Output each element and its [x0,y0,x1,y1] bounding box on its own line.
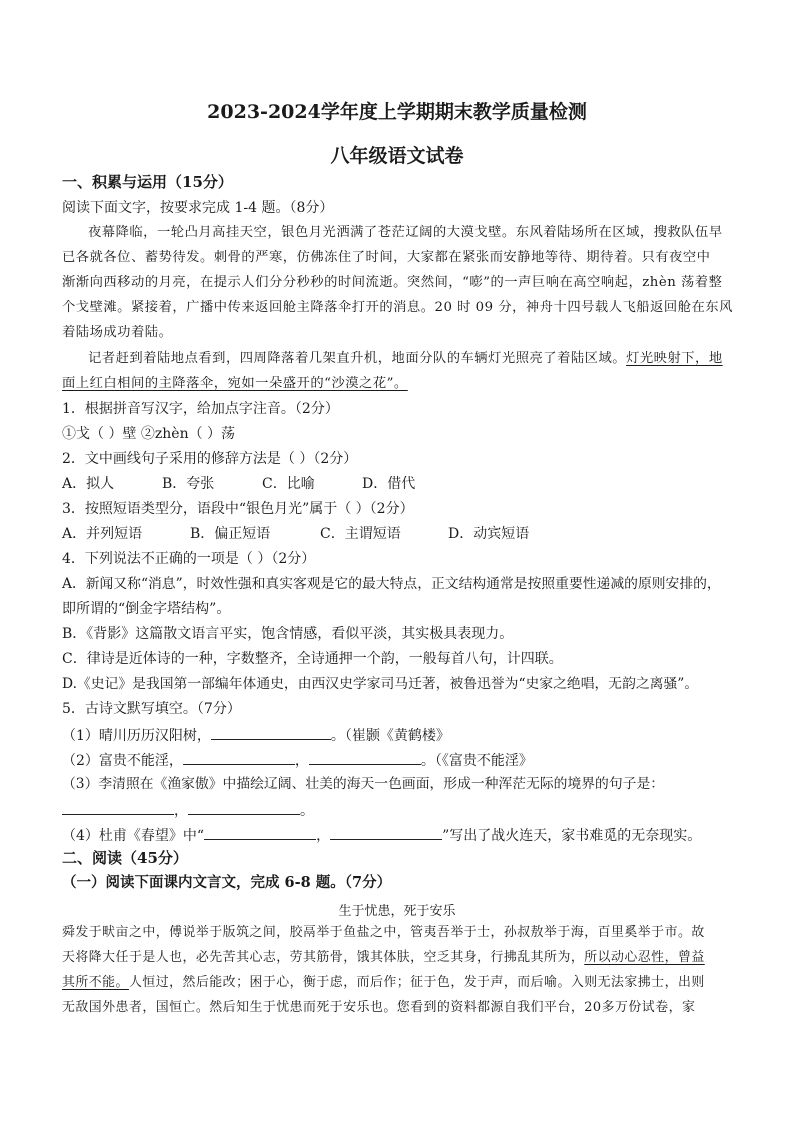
passage-line-3: 渐渐向西移动的月亮，在提示人们分分秒秒的时间流逝。突然间，“嘭”的一声巨响在高空响起，zhèn 荡着整 [62,275,723,290]
question-4-option-b: B．《背影》这篇散文语言平实，饱含情感，看似平淡，其实极具表现力。 [62,626,514,642]
question-5-item-2 [62,750,533,770]
q3-option-a: A．并列短语 [62,526,143,542]
section1-instruction: 阅读下面文字，按要求完成 1-4 题。（8分） [62,200,334,216]
q5-2-prompt: （2）富贵不能淫， [62,753,183,769]
question-2-options [62,475,415,493]
q2-option-b: B．夸张 [162,476,215,492]
question-5-item-1 [62,725,450,745]
q5-3-period: 。 [300,803,314,819]
section2-sub1: （一）阅读下面课内文言文，完成 6-8 题。（7分） [62,874,392,891]
classical-line-4: 无敌国外患者，国恒亡。然后知生于忧患而死于安乐也。您看到的资料都源自我们平台，20多万份试卷，家 [62,1000,696,1015]
classical-line-3-text: 人恒过，然后能改；困于心，衡于虑，而后作；征于色，发于声，而后喻。入则无法家拂士，出则 [128,975,705,990]
passage-line-1: 夜幕降临，一轮凸月高挂天空，银色月光洒满了苍茫辽阔的大漠戈壁。东风着陆场所在区域，搜救队伍早 [88,225,723,240]
question-5-item-4 [62,825,701,845]
question-1-items: ①戈（ ）壁 ②zhèn（ ）荡 [62,426,236,442]
exam-title: 2023-2024学年度上学期期末教学质量检测 [207,101,587,123]
passage-line-2: 已各就各位、蓄势待发。刺骨的严寒，仿佛冻住了时间，大家都在紧张而安静地等待、期待着。只有夜空中 [62,250,711,265]
classical-line-2 [62,949,705,967]
question-1: 1．根据拼音写汉字，给加点字注音。（2分） [62,401,339,417]
section2-heading: 二、阅读（45分） [62,849,188,867]
classical-line-2-text: 天将降大任于是人也，必先苦其心志，劳其筋骨，饿其体肤，空乏其身，行拂乱其所为， [62,950,585,965]
q5-3-blank-1[interactable] [62,800,174,815]
q5-4-blank-2[interactable] [330,825,442,840]
question-4: 4．下列说法不正确的一项是（ ）（2分） [62,551,316,567]
q5-4-comma: ， [316,828,331,844]
q5-1-source: 。（崔颢《黄鹤楼》 [330,728,450,744]
question-4-option-d: D.《史记》是我国第一部编年体通史，由西汉史学家司马迁著，被鲁迅誉为“史家之绝唱，无韵之离骚”。 [62,676,699,692]
exam-subtitle: 八年级语文试卷 [330,145,464,167]
passage-line-5: 着陆场成功着陆。 [62,325,173,340]
q5-1-blank[interactable] [211,725,331,740]
question-2: 2．文中画线句子采用的修辞方法是（ ）（2分） [62,451,358,467]
q5-2-source: 。（《富贵不能淫》 [420,753,533,769]
q5-3-comma: ， [174,803,188,819]
q2-option-a: A．拟人 [62,476,115,492]
q5-2-blank-1[interactable] [183,750,295,765]
passage2-text: 记者赶到着陆地点看到，四周降落着几架直升机，地面分队的车辆灯光照亮了着陆区域。 [88,351,627,366]
q5-4-blank-1[interactable] [204,825,316,840]
underlined-sentence-2: 面上红白相间的主降落伞，宛如一朵盛开的“沙漠之花”。 [62,376,408,391]
question-4-option-a-line2: 即所谓的“倒金字塔结构”。 [62,601,231,617]
question-3: 3．按照短语类型分，语段中“银色月光”属于（ ）（2分） [62,501,414,517]
q5-3-blank-2[interactable] [188,800,300,815]
q3-option-b: B．偏正短语 [190,526,271,542]
question-4-option-a-line1: A．新闻又称“消息”，时效性强和真实客观是它的最大特点，正文结构通常是按照重要性递减的原则安排的， [62,576,721,592]
q5-1-prompt: （1）晴川历历汉阳树， [62,728,211,744]
classical-underline-1: 所以动心忍性，曾益 [584,950,705,965]
q5-4-prompt: （4）杜甫《春望》中“ [62,828,205,844]
underlined-sentence-1: 灯光映射下，地 [626,351,723,366]
passage2-line-1 [88,350,723,368]
q5-2-comma: ， [294,753,309,769]
passage-line-4: 个戈壁滩。紧接着，广播中传来返回舱主降落伞打开的消息。20 时 09 分，神舟十四号载人飞船返回舱在东风 [62,300,733,315]
passage2-line-2 [62,375,408,393]
question-5: 5．古诗文默写填空。（7分） [62,701,241,717]
classical-line-3 [62,974,705,992]
classical-line-1: 舜发于畎亩之中，傅说举于版筑之间，胶鬲举于鱼盐之中，管夷吾举于士，孙叔敖举于海，百里奚举于市。故 [62,925,705,940]
classical-text-title: 生于忧患，死于安乐 [338,904,456,919]
q5-4-tail: ”写出了战火连天，家书难觅的无奈现实。 [442,828,702,844]
question-3-options [62,525,529,543]
section1-heading: 一、积累与运用（15分） [62,173,233,191]
q3-option-d: D．动宾短语 [448,526,530,542]
q5-2-blank-2[interactable] [309,750,421,765]
question-5-item-3-blanks [62,800,314,820]
q3-option-c: C．主谓短语 [320,526,401,542]
q2-option-d: D．借代 [362,476,416,492]
question-5-item-3: （3）李清照在《渔家傲》中描绘辽阔、壮美的海天一色画面，形成一种浑茫无际的境界的句子是： [62,776,665,792]
q2-option-c: C．比喻 [262,476,315,492]
classical-underline-2: 其所不能。 [62,975,129,990]
question-4-option-c: C．律诗是近体诗的一种，字数整齐，全诗通押一个韵，一般每首八句，计四联。 [62,651,563,667]
